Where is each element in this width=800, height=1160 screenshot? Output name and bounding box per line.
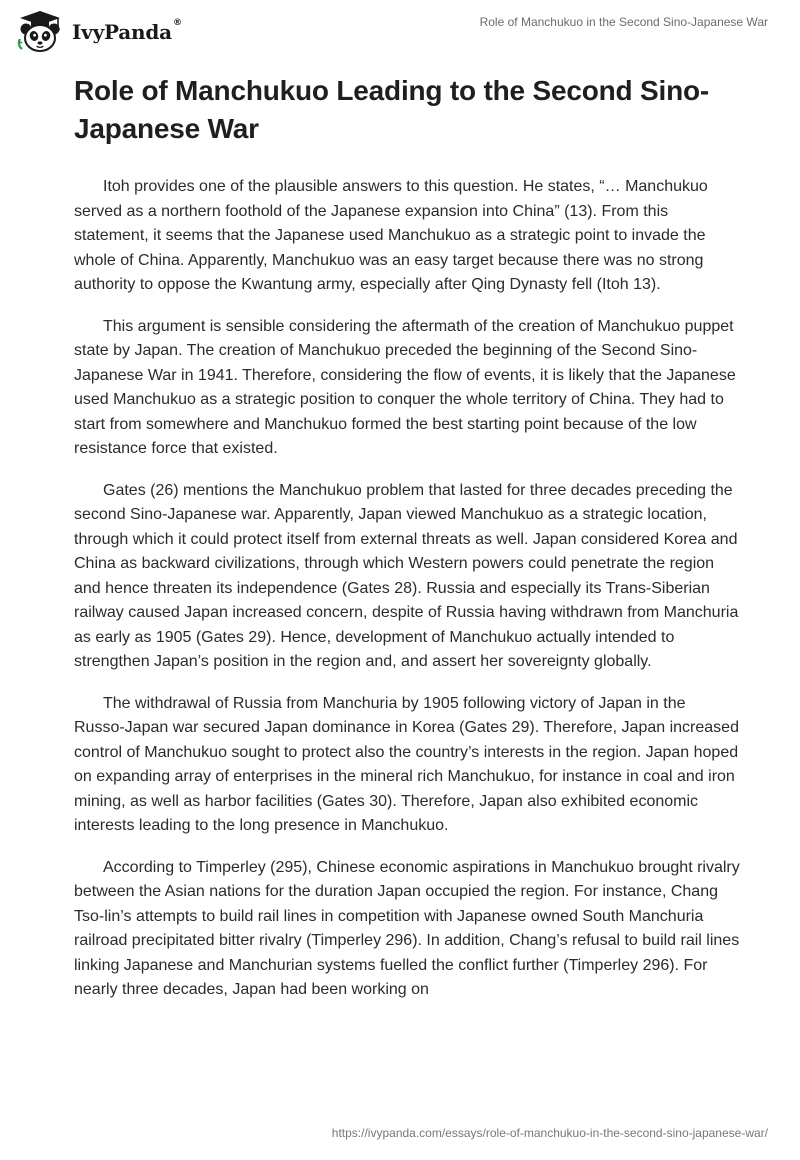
paragraph: Gates (26) mentions the Manchukuo problem that lasted for three decades preceding the second Sino-Japanese war. Apparently, Japan viewed Manchukuo as a strategic location, through which it could protect itself from external threats as well. Japan considered Korea and China as backward civilizations, through which Western powers could penetrate the region and hence threaten its independence (Gates 28). Russia and especially its Trans-Siberian railway caused Japan increased concern, despite of Russia having withdrawn from Manchuria as early as 1905 (Gates 29). Hence, development of Manchukuo actually intended to strengthen Japan’s position in the region and, and assert her sovereignty globally. xyxy=(74,481,739,670)
paragraph: According to Timperley (295), Chinese economic aspirations in Manchukuo brought rivalry between the Asian nations for the duration Japan occupied the region. For instance, Chang Tso-lin’s attempts to build rail lines in competition with Japanese owned South Manchuria railroad precipitated bitter rivalry (Timperley 296). In addition, Chang’s refusal to build rail lines linking Japanese and Manchurian systems fuelled the conflict further (Timperley 296). For nearly three decades, Japan had been working on xyxy=(74,858,740,998)
source-url-link[interactable]: https://ivypanda.com/essays/role-of-manchukuo-in-the-second-sino-japanese-war/ xyxy=(331,1126,768,1140)
logo-wordmark xyxy=(72,20,182,44)
running-title: Role of Manchukuo in the Second Sino-Japanese War xyxy=(479,15,768,29)
essay-body xyxy=(74,175,740,1020)
page-header xyxy=(0,0,800,66)
page-title: Role of Manchukuo Leading to the Second Sino-Japanese War xyxy=(74,75,710,144)
paragraph: Itoh provides one of the plausible answers to this question. He states, “… Manchukuo served as a northern foothold of the Japanese expansion into China” (13). From this statement, it seems that the Japanese used Manchukuo as a strategic point to invade the whole of China. Apparently, Manchukuo was an easy target because there was no strong authority to oppose the Kwantung army, especially after Qing Dynasty fell (Itoh 13). xyxy=(74,178,708,293)
panda-graduate-icon xyxy=(16,9,64,53)
logo-registered-mark: ® xyxy=(172,18,182,28)
logo-name: IvyPanda xyxy=(72,20,172,44)
paragraph: The withdrawal of Russia from Manchuria by 1905 following victory of Japan in the Russo-Japan war secured Japan dominance in Korea (Gates 29). Therefore, Japan increased control of Manchukuo sought to protect also the country’s interests in the region. Japan hoped on expanding array of enterprises in the mineral rich Manchukuo, for instance in coal and iron mining, as well as harbor facilities (Gates 30). Therefore, Japan also exhibited economic interests leading to the long presence in Manchukuo. xyxy=(74,694,739,834)
paragraph: This argument is sensible considering the aftermath of the creation of Manchukuo puppet state by Japan. The creation of Manchukuo preceded the beginning of the Second Sino-Japanese War in 1941. Therefore, considering the flow of events, it is likely that the Japanese used Manchukuo as a strategic position to conquer the whole territory of China. They had to start from somewhere and Manchukuo formed the best starting point because of the low resistance force that existed. xyxy=(74,317,736,457)
ivypanda-logo[interactable] xyxy=(16,9,182,53)
